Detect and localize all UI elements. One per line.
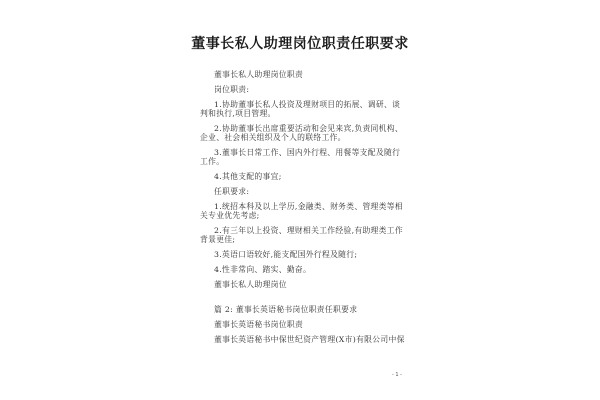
paragraph: 2.有三年以上投资、理财相关工作经验,有助理类工作 <box>214 226 403 235</box>
paragraph: 3.英语口语较好,能支配国外行程及随行; <box>214 250 358 259</box>
paragraph-continuation: 背景更佳; <box>200 235 236 244</box>
paragraph-continuation: 关专业优先考虑; <box>200 211 260 220</box>
document-title: 董事长私人助理岗位职责任职要求 <box>191 36 409 52</box>
paragraph: 4.其他支配的事宜; <box>214 172 282 181</box>
paragraph: 1.协助董事长私人投资及理财项目的拓展、调研、谈 <box>214 100 401 109</box>
paragraph: 1.统招本科及以上学历,金融类、财务类、管理类等相 <box>214 202 403 211</box>
page-number: - 1 - <box>392 372 402 378</box>
paragraph: 董事长私人助理岗位职责 <box>214 70 304 79</box>
paragraph: 董事长英语秘书岗位职责 <box>214 320 304 329</box>
chapter-heading: 篇 2: 董事长英语秘书岗位职责任职要求 <box>214 305 358 314</box>
paragraph: 3.董事长日常工作、国内外行程、用餐等支配及随行 <box>214 148 401 157</box>
section-heading: 任职要求: <box>214 187 250 196</box>
paragraph-continuation: 企业、社会相关组织及个人的联络工作。 <box>200 133 346 142</box>
section-heading: 岗位职责: <box>214 85 250 94</box>
paragraph: 董事长英语秘书中保世纪资产管理(X市)有限公司中保 <box>214 335 405 344</box>
paragraph-continuation: 工作。 <box>200 157 225 166</box>
paragraph-continuation: 判和执行,项目管理。 <box>200 109 276 118</box>
paragraph: 董事长私人助理岗位 <box>214 280 287 289</box>
paragraph: 4.性非常向、踏实、勤奋。 <box>214 265 312 274</box>
document-body <box>200 70 410 350</box>
paragraph: 2.协助董事长出席重要活动和会见来宾,负责同机构、 <box>214 124 403 133</box>
spacer <box>200 295 410 305</box>
